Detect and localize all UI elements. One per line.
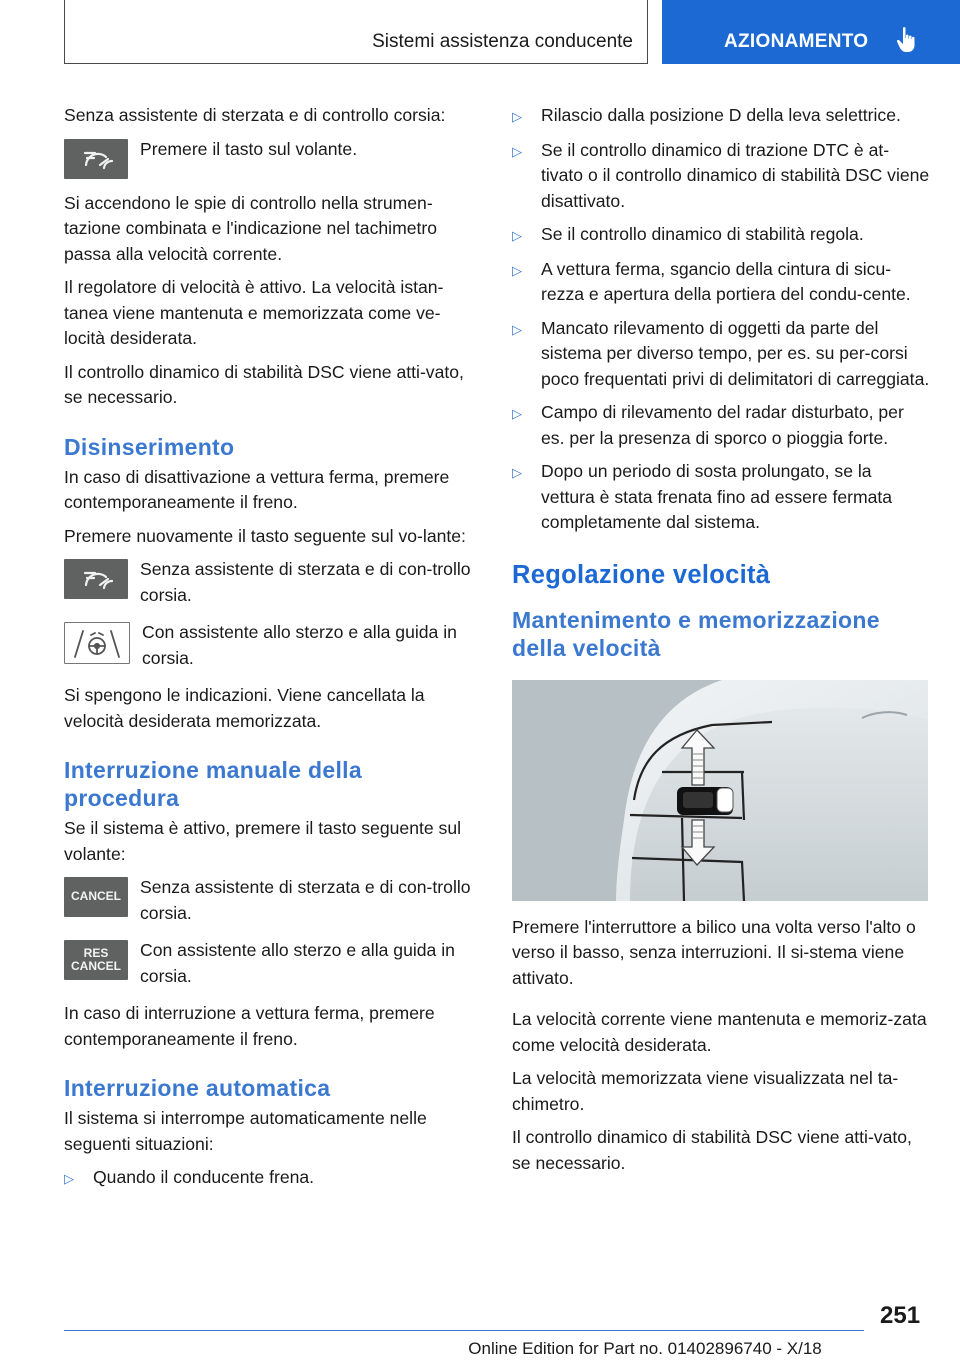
key5-description: Con assistente allo sterzo e alla guida in corsia. — [140, 940, 455, 986]
header-chapter-tab[interactable] — [662, 0, 960, 64]
steering-assist-icon — [65, 623, 129, 663]
key1-description: Premere il tasto sul volante. — [140, 138, 358, 159]
heading-manual-interruption: Interruzione manuale della procedura — [64, 757, 362, 811]
list-item — [512, 459, 930, 536]
cruise-control-button-image — [64, 559, 128, 599]
right-column — [512, 103, 930, 1184]
list-item-text: Se il controllo dinamico di trazione DTC è at-tivato o il controllo dinamico di stabilità DSC viene disattivato. — [541, 139, 930, 211]
list-item-text: Mancato rilevamento di oggetti da parte del sistema per diverso tempo, per es. su per-corsi poco frequentati privi di delimitatori di carreggiata. — [541, 317, 930, 389]
paragraph-7: Se il sistema è attivo, premere il tasto seguente sul volante: — [64, 818, 462, 864]
paragraph-5: Premere nuovamente il tasto seguente sul vo-lante: — [64, 525, 466, 546]
steering-wheel-illustration — [512, 680, 928, 901]
paragraph-6: Si spengono le indicazioni. Viene cancellata la velocità desiderata memorizzata. — [64, 685, 425, 731]
list-item-text: Se il controllo dinamico di stabilità regola. — [541, 224, 864, 244]
bullet-triangle-icon: ▷ — [64, 1171, 74, 1186]
paragraph-13: Il controllo dinamico di stabilità DSC viene atti-vato, se necessario. — [512, 1127, 912, 1173]
paragraph-9: Il sistema si interrompe automaticamente nelle seguenti situazioni: — [64, 1108, 427, 1154]
bullet-triangle-icon: ▷ — [512, 228, 522, 243]
key3-description: Con assistente allo sterzo e alla guida in corsia. — [142, 622, 457, 668]
key-row-res-cancel — [64, 938, 480, 989]
list-item-text: Dopo un periodo di sosta prolungato, se la vettura è stata frenata fino ad essere fermata completamente dal sistema. — [541, 461, 893, 532]
pointing-hand-icon — [896, 26, 918, 54]
key2-description: Senza assistente di sterzata e di con-trollo corsia. — [140, 559, 471, 605]
list-item — [512, 400, 930, 451]
steering-wheel-rocker-photo — [512, 680, 928, 901]
heading-speed-regulation: Regolazione velocità — [512, 560, 771, 589]
bullet-triangle-icon: ▷ — [512, 262, 522, 278]
bullet-triangle-icon: ▷ — [512, 109, 522, 124]
bullet-triangle-icon: ▷ — [512, 143, 522, 159]
header-section-box — [64, 0, 648, 64]
paragraph-4: In caso di disattivazione a vettura ferma, premere contemporaneamente il freno. — [64, 466, 450, 512]
cancel-button-image — [64, 877, 128, 917]
list-item-text: Rilascio dalla posizione D della leva selettrice. — [541, 105, 901, 125]
res-key-label: RES — [83, 946, 109, 960]
list-item-text: Campo di rilevamento del radar disturbato, per es. per la presenza di sporco o pioggia forte. — [541, 402, 904, 448]
heading-maintain-store-speed: Mantenimento e memorizzazione della velocità — [512, 606, 880, 661]
list-item — [512, 316, 930, 393]
key-row-cruise-2 — [64, 557, 480, 608]
list-item — [512, 103, 930, 130]
paragraph-12: La velocità memorizzata viene visualizzata nel ta-chimetro. — [512, 1068, 899, 1114]
list-item — [512, 257, 930, 308]
cruise-control-button-image — [64, 139, 128, 179]
cruise-control-icon — [64, 139, 128, 179]
footer-edition-text: Online Edition for Part no. 01402896740 - X/18 — [468, 1339, 822, 1358]
header-section-title: Sistemi assistenza conducente — [372, 31, 633, 52]
cancel-key-label: CANCEL — [71, 889, 121, 903]
key-row-steering-assist — [64, 620, 480, 671]
heading-disinserimento: Disinserimento — [64, 433, 235, 460]
list-item — [64, 1165, 480, 1192]
paragraph-1: Si accendono le spie di controllo nella strumen-tazione combinata e l'indicazione nel tachimetro passa alla velocità corrente. — [64, 192, 438, 264]
page-number: 251 — [880, 1302, 921, 1329]
intro-text: Senza assistente di sterzata e di controllo corsia: — [64, 105, 446, 125]
paragraph-3: Il controllo dinamico di stabilità DSC viene atti-vato, se necessario. — [64, 361, 464, 407]
list-item-text: Quando il conducente frena. — [93, 1167, 315, 1187]
paragraph-2: Il regolatore di velocità è attivo. La velocità istan-tanea viene mantenuta e memorizzata come ve-locità desiderata. — [64, 277, 444, 348]
list-item-text: A vettura ferma, sgancio della cintura di sicu-rezza e apertura della portiera del condu-cente. — [541, 258, 911, 304]
key-row-cancel — [64, 875, 480, 926]
paragraph-8: In caso di interruzione a vettura ferma, premere contemporaneamente il freno. — [64, 1003, 435, 1049]
res-cancel-button-image — [64, 940, 128, 980]
header-chapter-label: AZIONAMENTO — [724, 31, 869, 52]
paragraph-11: La velocità corrente viene mantenuta e memoriz-zata come velocità desiderata. — [512, 1009, 927, 1055]
bullet-triangle-icon: ▷ — [512, 465, 522, 480]
heading-automatic-interruption: Interruzione automatica — [64, 1075, 331, 1101]
cruise-control-icon — [64, 559, 128, 599]
list-item — [512, 138, 930, 215]
cancel-key-label-2: CANCEL — [71, 959, 121, 973]
bullet-triangle-icon: ▷ — [512, 321, 522, 337]
key4-description: Senza assistente di sterzata e di con-trollo corsia. — [140, 877, 471, 923]
steering-assist-button-image — [64, 622, 130, 664]
key-row-cruise — [64, 137, 480, 179]
left-column — [64, 103, 480, 1200]
list-item — [512, 222, 930, 249]
paragraph-10: Premere l'interruttore a bilico una volta verso l'alto o verso il basso, senza interruzioni. Il si-stema viene attivato. — [512, 916, 916, 988]
bullet-triangle-icon: ▷ — [512, 406, 522, 421]
footer-divider — [64, 1330, 864, 1331]
